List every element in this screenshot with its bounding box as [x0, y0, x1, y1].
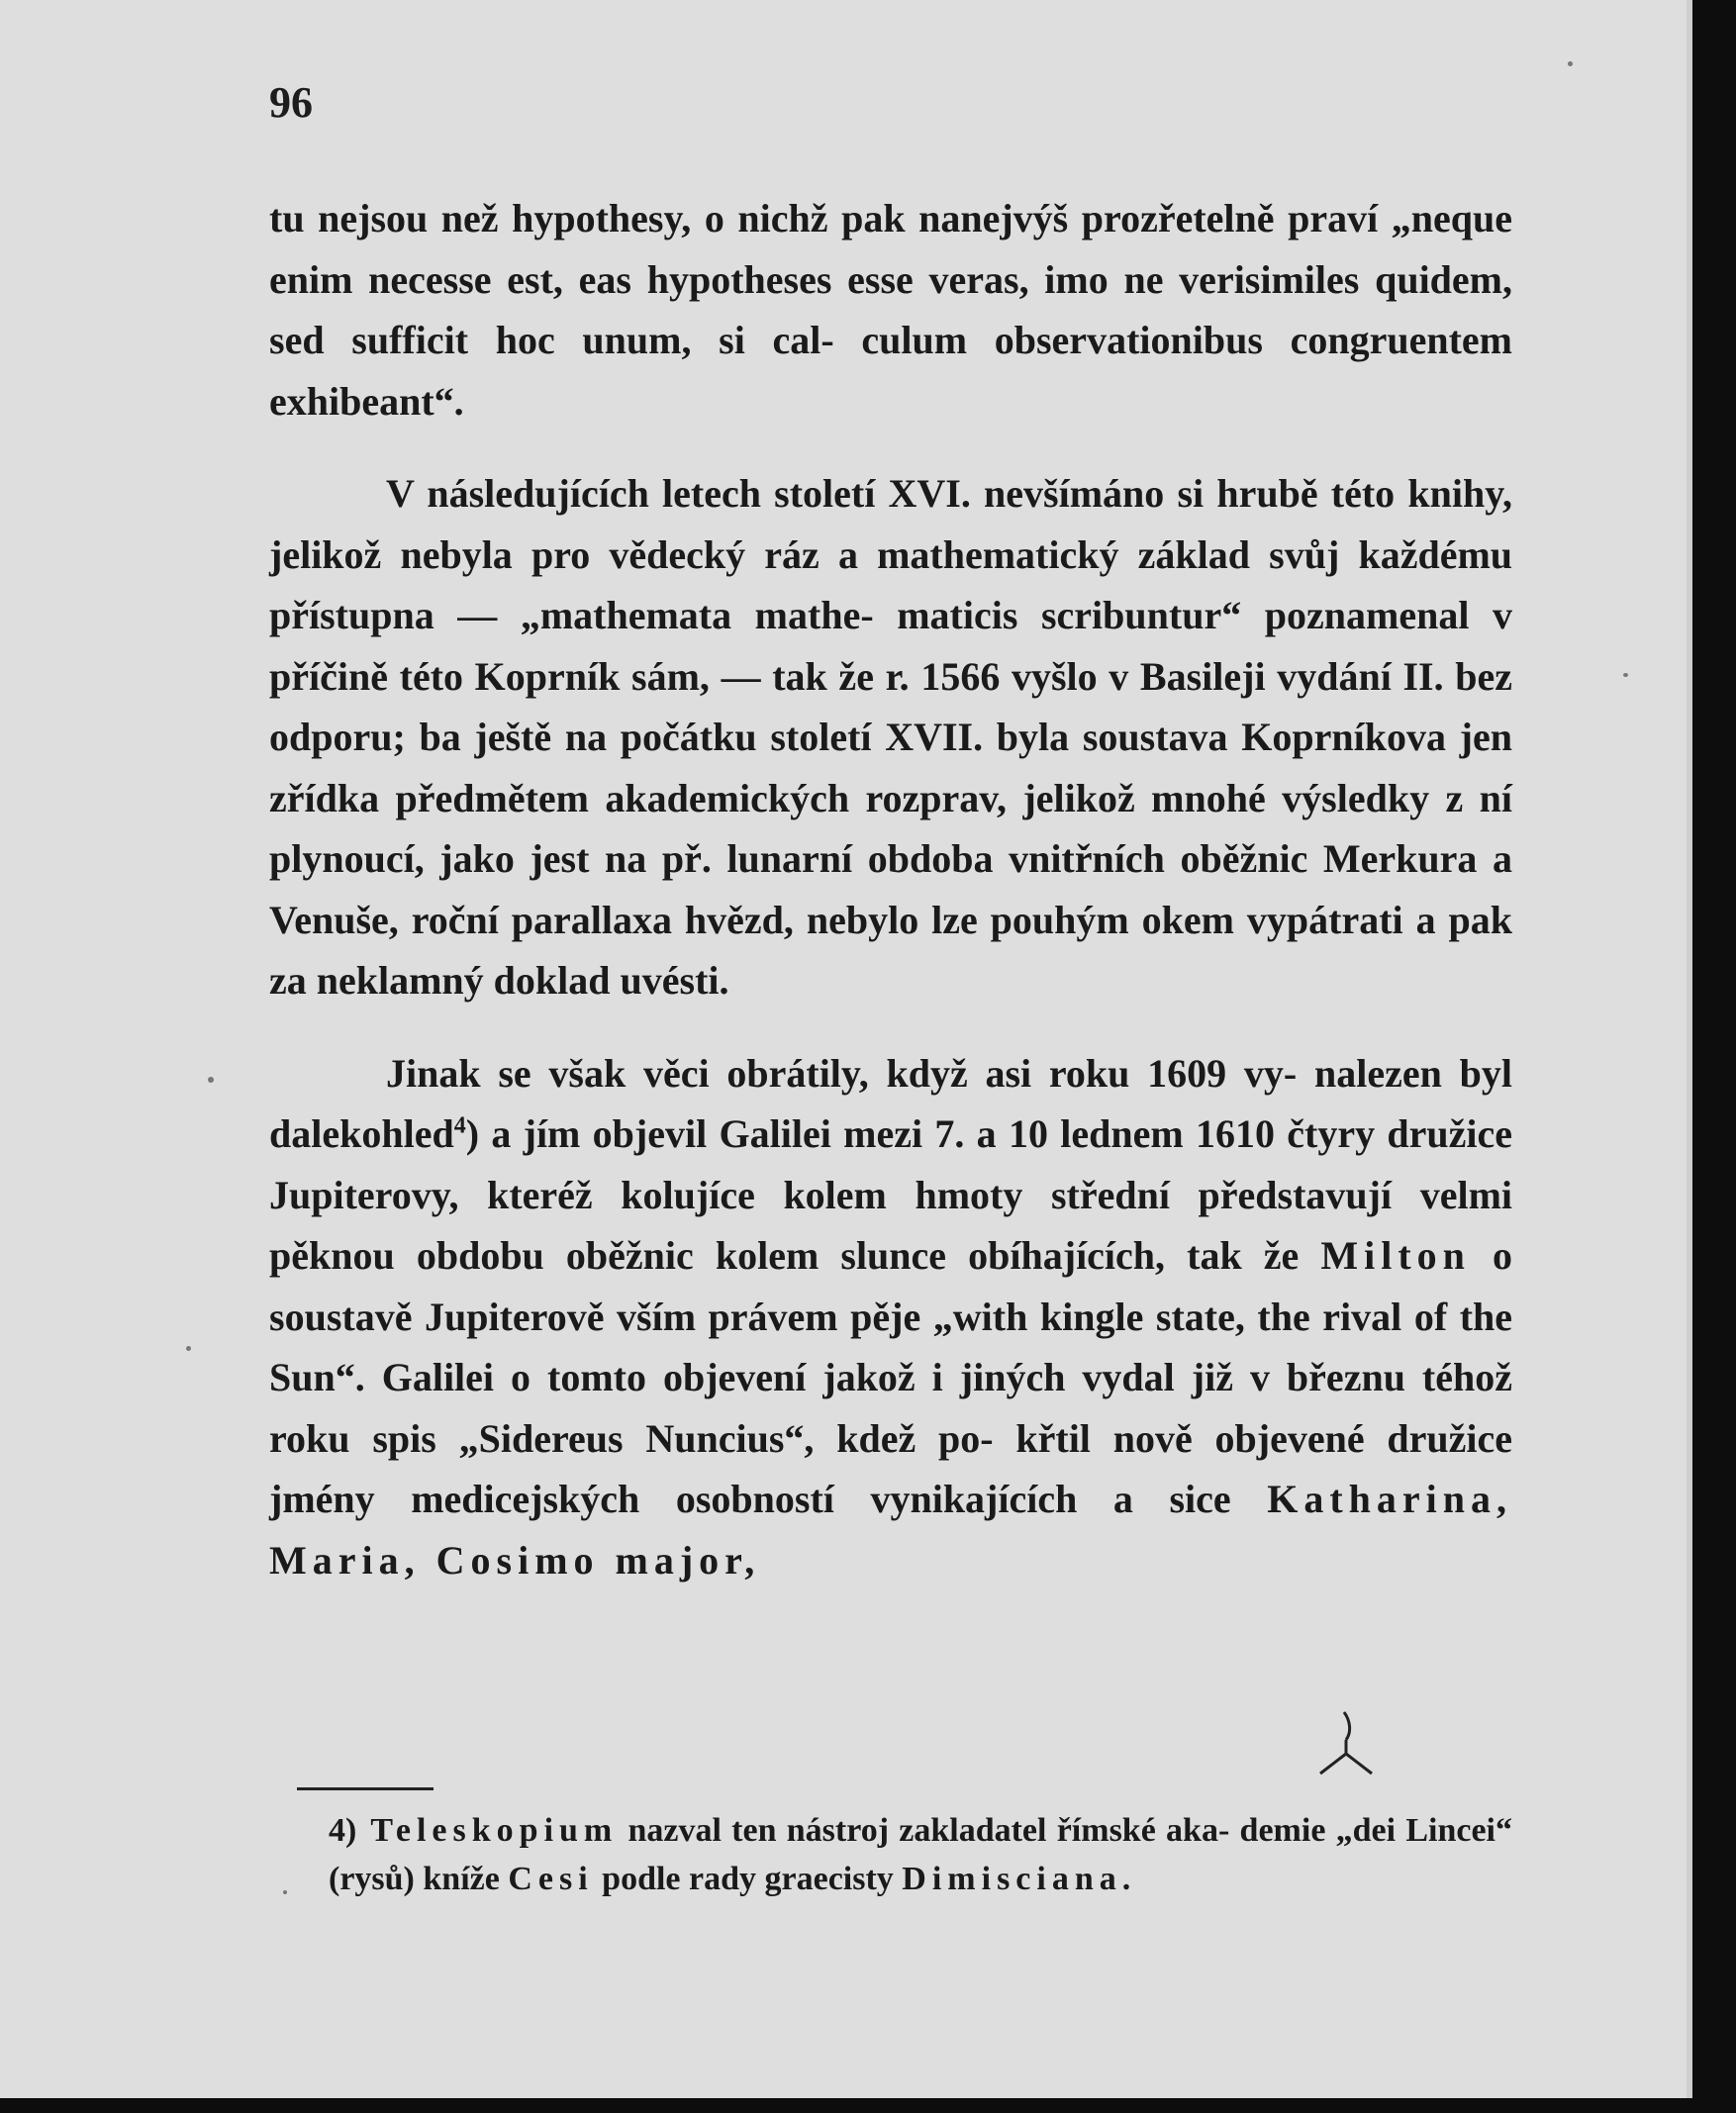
page-number: 96 [269, 78, 313, 127]
spaced-term: Teleskopium [370, 1812, 619, 1849]
text-line: křtil nově objevené družice jmény medicejských osobností [269, 1415, 1512, 1521]
text-line: praví „neque enim necesse est, eas hypotheses esse veras, [269, 196, 1513, 302]
text-line: sám, — tak že r. 1566 vyšlo v Basileji vydání II. bez [631, 653, 1513, 699]
paper-speck [186, 1346, 191, 1351]
handwritten-mark-icon [1314, 1710, 1378, 1776]
text-line: lunarní obdoba vnitřních oběžnic Merkura a Venuše, roční [269, 836, 1512, 942]
text-line: nalezen byl dalekohled [269, 1050, 1513, 1156]
text-line: Koprníkova jen zřídka předmětem akademických rozprav, [269, 715, 1513, 820]
text-line: této knihy, jelikož nebyla pro vědecký ráz a mathematický [269, 471, 1512, 577]
footnote-reference[interactable]: 4 [453, 1112, 466, 1139]
footnote-text: podle rady graecisty [593, 1861, 894, 1897]
text-line: parallaxa hvězd, nebylo lze pouhým okem vypátrati a pak [511, 897, 1512, 942]
text-line: imo ne verisimiles quidem, sed sufficit hoc unum, si cal- [269, 256, 1513, 362]
footnote-text: . [1121, 1861, 1131, 1897]
scan-border-bottom [0, 2098, 1736, 2113]
text-line: kolem hmoty střední představují velmi pěknou obdobu [269, 1172, 1513, 1278]
text-line: jelikož mnohé výsledky z ní plynoucí, jako jest na př. [269, 775, 1512, 881]
text-line: 10 lednem 1610 čtyry družice Jupiterovy, kteréž kolujíce [269, 1111, 1513, 1217]
text-line: vynikajících a sice [870, 1477, 1268, 1521]
spaced-name-dimisciana: Dimisciana [902, 1861, 1122, 1897]
spaced-name-milton: Milton [1320, 1233, 1471, 1278]
text-line: of the Sun“. Galilei o tomto objevení jakož i jiných vydal [269, 1294, 1513, 1399]
paragraph-1 [269, 188, 1512, 432]
text-line: základ svůj každému přístupna — „mathemata mathe- [269, 531, 1513, 637]
paragraph-2 [269, 463, 1512, 1011]
paper-speck [283, 1890, 287, 1894]
text-line: oběžnic kolem slunce obíhajících, tak že [565, 1233, 1321, 1278]
text-line: ) a jím objevil Galilei mezi 7. a [465, 1111, 997, 1156]
footnote-mark: 4) [329, 1812, 357, 1849]
spaced-name-cesi: Cesi [508, 1861, 594, 1897]
scan-border-right [1692, 0, 1736, 2113]
text-line: culum observationibus congruentem exhibeant“. [269, 318, 1512, 424]
footnote-text: demie „dei Lincei“ (rysů) kníže [329, 1812, 1513, 1897]
spaced-names-moons: Katharina, Maria, Cosimo major, [269, 1477, 1513, 1583]
footnote [329, 1806, 1512, 1903]
text-line: tu nejsou než hypothesy, o nichž pak nanejvýš prozřetelně [269, 196, 1275, 240]
paper-speck [208, 1077, 214, 1083]
text-line: o soustavě [269, 1233, 1513, 1339]
text-line: již v březnu téhož roku spis „Sidereus Nuncius“, kdež po- [269, 1355, 1512, 1461]
body-text [269, 188, 1512, 1622]
paper-speck [1623, 673, 1628, 677]
text-line: V následujících letech století XVI. nevšímáno si hrubě [386, 471, 1318, 516]
text-line: odporu; ba ještě na počátku století XVII. byla soustava [269, 715, 1228, 759]
footnote-divider [297, 1787, 434, 1790]
text-line: Jinak se však věci obrátily, když asi roku 1609 vy- [386, 1050, 1298, 1096]
text-line: Jupiterově vším právem pěje „with kingle state, the rival [425, 1294, 1402, 1339]
footnote-text: nazval ten nástroj zakladatel římské aka- [618, 1812, 1230, 1849]
text-line: za neklamný doklad uvésti. [269, 958, 729, 1003]
text-line: maticis scribuntur“ poznamenal v příčině této Koprník [269, 593, 1512, 699]
paper-speck [1568, 61, 1573, 66]
paragraph-3 [269, 1043, 1512, 1591]
